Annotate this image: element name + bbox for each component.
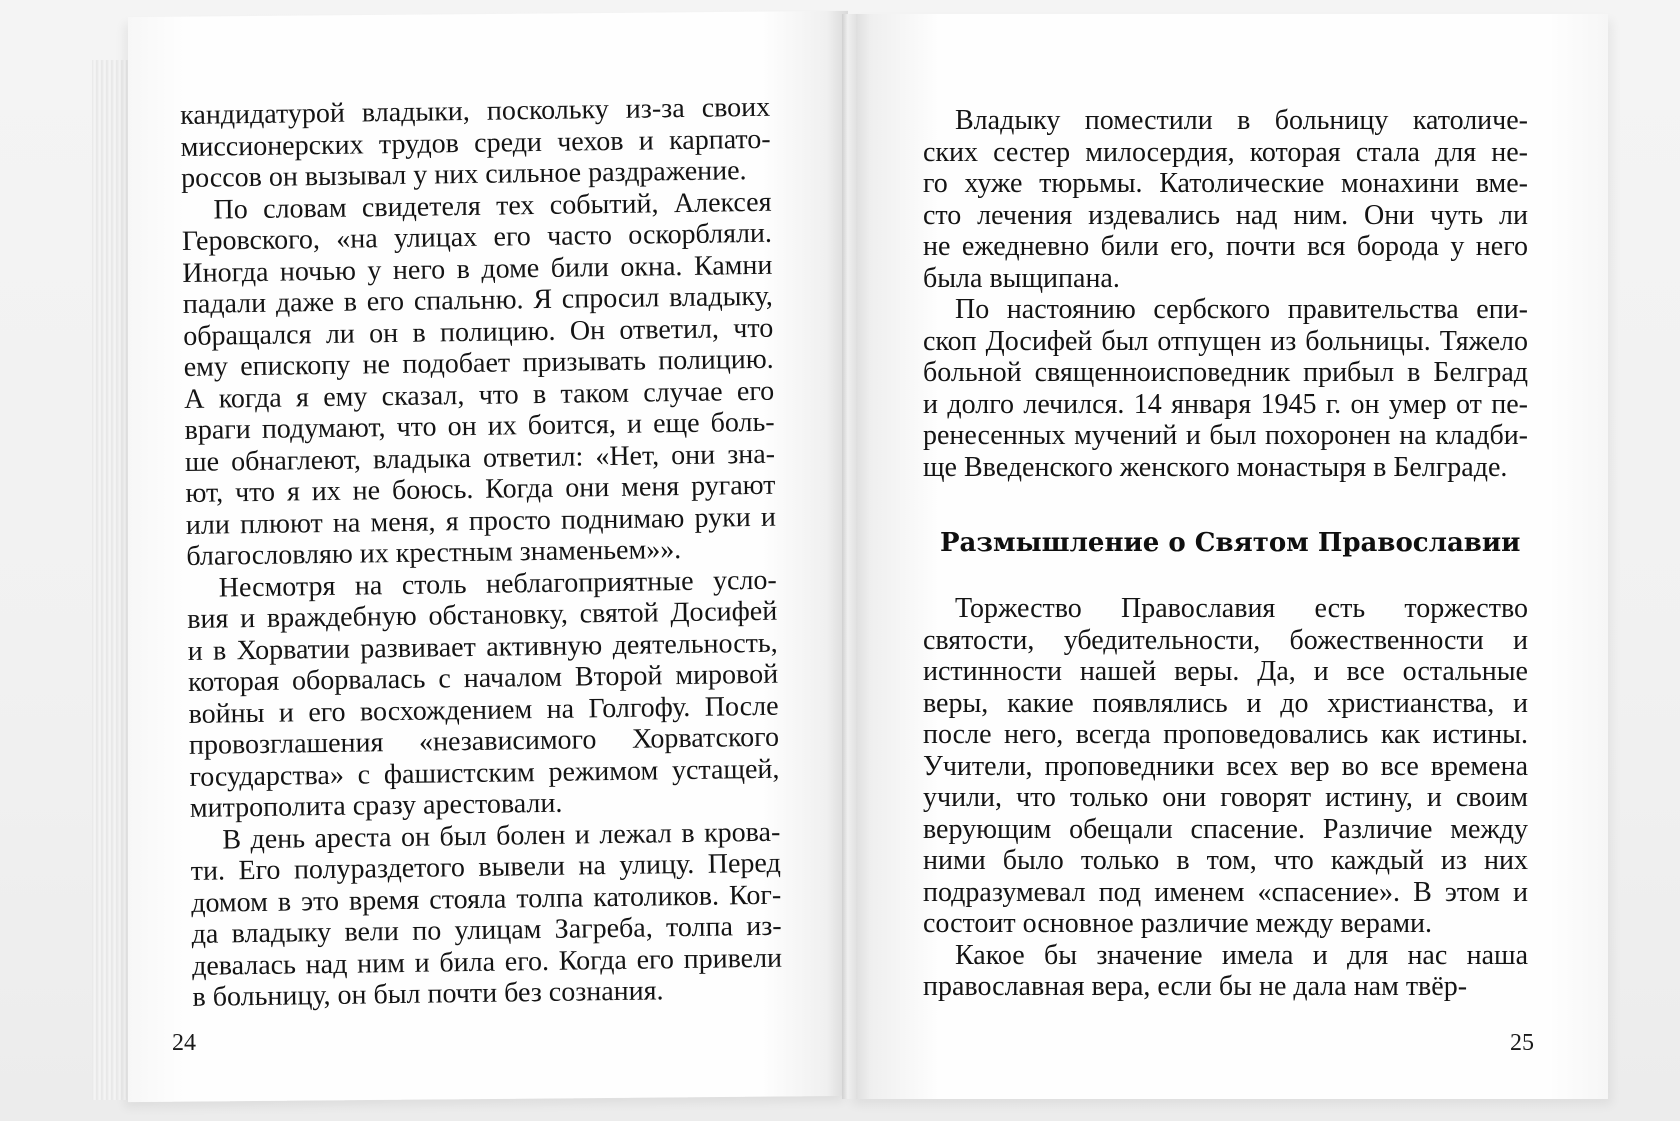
text-line: Какое бы значение имела и для нас наша: [955, 939, 1528, 971]
text-line: ти. Его полураздетого вывели на улицу. Перед: [190, 847, 781, 887]
text-line: подразумевал под именем «спасение». В этом и: [923, 876, 1528, 908]
text-line: в больницу, он был почти без сознания.: [192, 975, 664, 1013]
text-line: провозглашения «независимого Хорватского: [188, 721, 780, 761]
text-line: ренесенных мучений и был похоронен на кладби-: [923, 420, 1528, 451]
text-line: По словам свидетеля тех событий, Алексея: [213, 186, 772, 226]
text-line: девалась над ним и била его. Когда его привели: [191, 942, 783, 982]
text-line: да владыку вели по улицам Загреба, толпа из-: [191, 910, 782, 950]
text-line: Учители, проповедники всех вер во все времена: [923, 750, 1528, 782]
text-line: сто лечения издевались над ним. Они чуть ли: [923, 199, 1528, 231]
text-line: миссионерских трудов среди чехов и карпато-: [180, 123, 771, 163]
text-line: истинности нашей веры. Да, и все остальные: [923, 656, 1528, 687]
text-line: православная вера, если бы не дала нам твёр-: [923, 971, 1468, 1002]
paragraph: [181, 186, 776, 572]
text-line: скоп Досифей был отпущен из больницы. Тяжело: [923, 325, 1528, 357]
paragraph: [190, 816, 783, 1013]
text-line: веры, какие появлялись и до христианства, и: [923, 687, 1528, 719]
text-line: состоит основное различие между верами.: [923, 908, 1433, 939]
paragraph: [923, 105, 1528, 294]
text-line: обращался ли он в полицию. Он ответил, что: [183, 312, 774, 352]
text-line: государства» с фашистским режимом устащей,: [189, 753, 780, 793]
text-line: и долго лечился. 14 января 1945 г. он умер от пе-: [923, 388, 1528, 420]
text-line: верующим обещали спасение. Различие между: [923, 813, 1528, 845]
text-line: А когда я ему сказал, что в таком случае его: [183, 375, 775, 415]
text-line: митрополита сразу арестовали.: [189, 787, 563, 824]
text-line: враги подумают, что он их боится, и еще боль-: [184, 406, 775, 446]
text-line: была выщипана.: [923, 262, 1120, 294]
paragraph: [923, 294, 1528, 483]
text-line: Геровского, «на улицах его часто оскорбляли.: [181, 217, 773, 257]
text-line: кандидатурой владыки, поскольку из-за своих: [180, 91, 771, 131]
text-line: больной священноисповедник прибыл в Белград: [923, 357, 1528, 388]
text-line: или плюют на меня, я просто поднимаю руки и: [185, 501, 777, 541]
text-line: благословляю их крестным знаменьем»».: [186, 534, 682, 572]
paragraph: [180, 92, 771, 195]
text-line: и в Хорватии развивает активную деятельность,: [187, 627, 778, 667]
text-line: В день ареста он был болен и лежал в крова-: [222, 816, 781, 855]
text-line: святости, убедительности, божественности и: [923, 624, 1528, 656]
text-line: ему епископу не подобает призывать полицию.: [183, 343, 774, 383]
text-line: войны и его восхождением на Голгофу. После: [188, 690, 779, 730]
page-number-right: 25: [1510, 1030, 1534, 1056]
text-line: не ежедневно били его, почти вся борода у него: [923, 231, 1528, 262]
text-line: Несмотря на столь неблагоприятные усло-: [218, 564, 777, 604]
paragraph: [923, 593, 1528, 940]
text-line: вия и враждебную обстановку, святой Досифей: [187, 595, 778, 635]
text-line: Владыку поместили в больницу католиче-: [955, 105, 1528, 136]
left-page-text: [180, 92, 783, 1014]
text-line: после него, всегда проповедовались как истины.: [923, 719, 1528, 750]
page-stack-edge: [92, 60, 132, 1100]
text-line: которая оборвалась с началом Второй мировой: [187, 658, 779, 698]
right-page-text-bottom: [923, 593, 1528, 1003]
right-page-text-top: [923, 105, 1528, 483]
text-line: ними было только в том, что каждый из них: [923, 845, 1528, 876]
text-line: падали даже в его спальню. Я спросил владыку,: [182, 280, 774, 320]
text-line: Торжество Православия есть торжество: [955, 593, 1528, 624]
text-line: ют, что я их не боюсь. Когда они меня ругают: [185, 469, 776, 509]
text-line: домом в это время стояла толпа католиков. Ког-: [190, 879, 782, 919]
text-line: ще Введенского женского монастыря в Белграде.: [923, 451, 1508, 483]
text-line: ских сестер милосердия, которая стала для не-: [923, 136, 1528, 168]
paragraph: [187, 564, 780, 824]
text-line: Иногда ночью у него в доме били окна. Камни: [182, 249, 773, 289]
text-line: го хуже тюрьмы. Католические монахини вме-: [923, 168, 1528, 199]
section-heading: Размышление о Святом Православии: [940, 528, 1521, 558]
text-line: По настоянию сербского правительства епи-: [955, 294, 1528, 325]
text-line: учили, что только они говорят истину, и своим: [923, 782, 1528, 813]
text-line: россов он вызывал у них сильное раздражение.: [180, 155, 747, 194]
page-number-left: 24: [172, 1030, 196, 1056]
paragraph: [923, 940, 1528, 1003]
book-gutter: [842, 14, 856, 1099]
text-line: ше обнаглеют, владыка ответил: «Нет, они зна-: [184, 438, 776, 478]
